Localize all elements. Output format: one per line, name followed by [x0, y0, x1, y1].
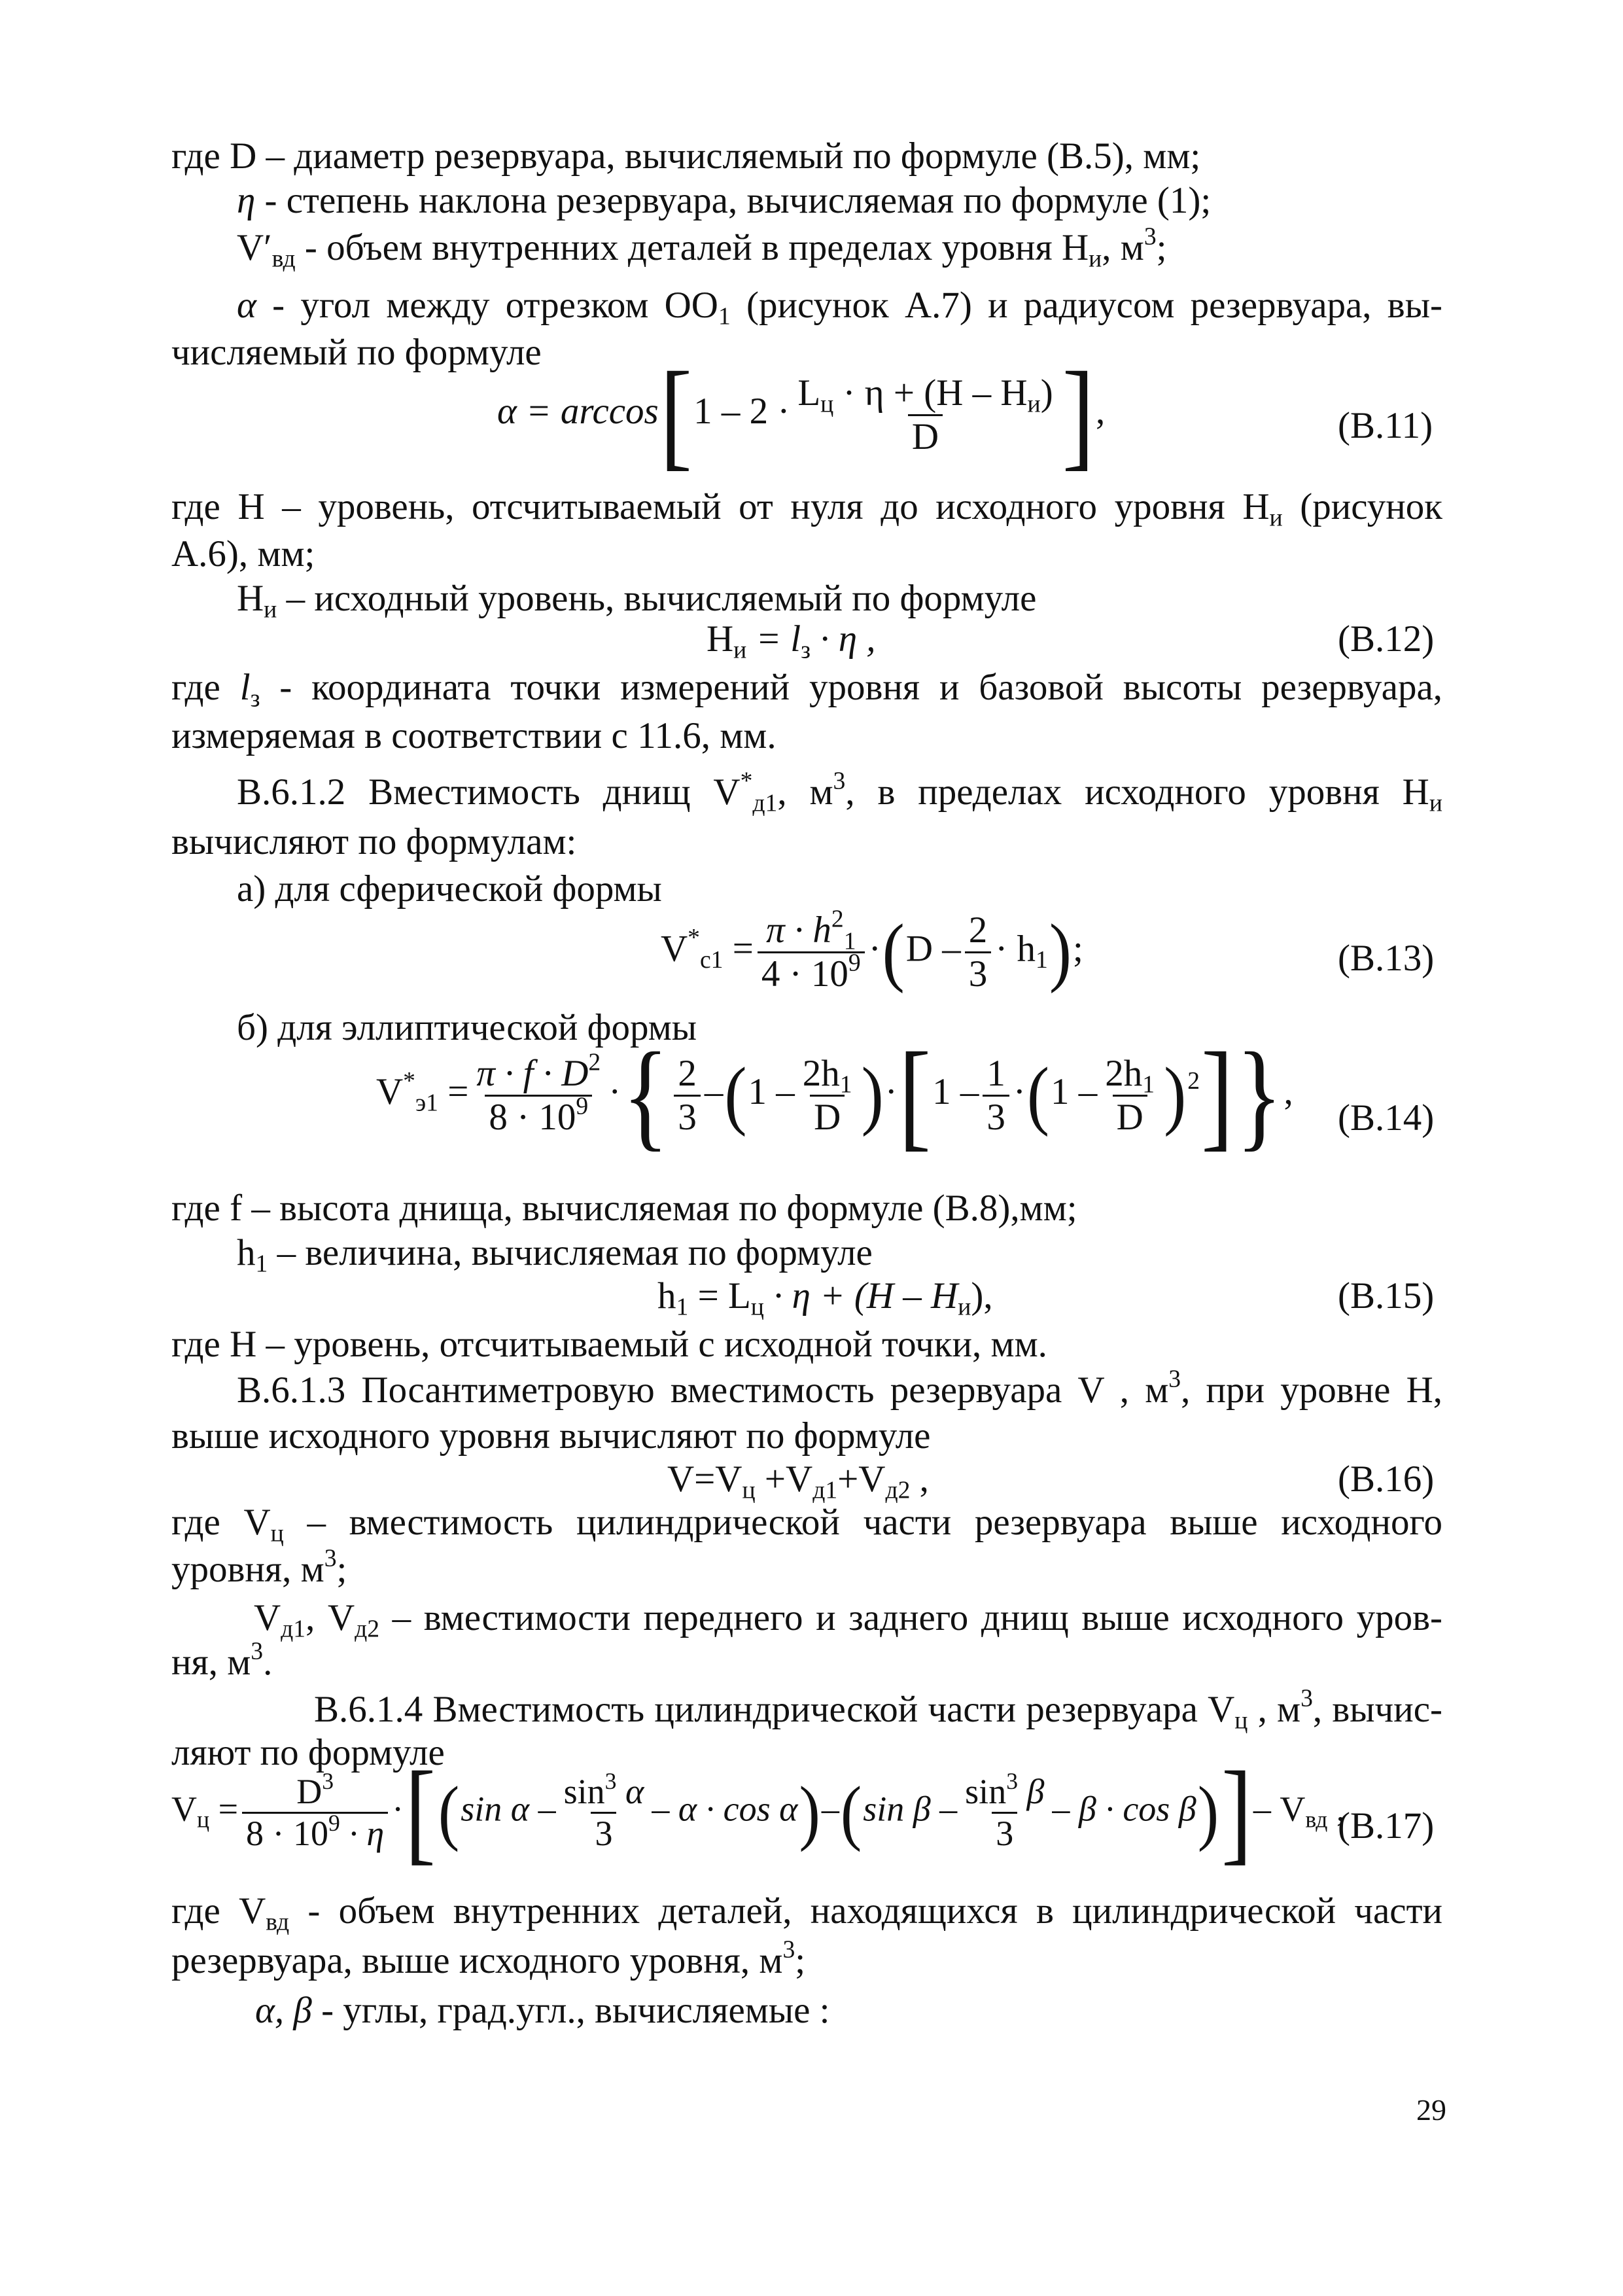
math: β [1018, 1772, 1045, 1812]
math: · η , [810, 618, 876, 660]
math: · [1013, 1071, 1026, 1113]
subscript: д1 [812, 1476, 838, 1504]
subscript: э1 [415, 1089, 438, 1117]
superscript: 3 [1143, 222, 1157, 251]
numerator [799, 1052, 856, 1099]
superscript: 3 [324, 1544, 337, 1572]
subscript: вд [266, 1908, 290, 1936]
text-line [237, 285, 1442, 330]
denominator: 3 [591, 1812, 616, 1853]
text: вычисляют по формулам: [171, 821, 577, 862]
paren: ) [1164, 1052, 1187, 1138]
math: · [608, 1071, 621, 1113]
math: +V [755, 1458, 813, 1500]
text-line [237, 578, 1037, 624]
symbol: V′ [237, 227, 272, 268]
bracket: ] [1221, 1748, 1252, 1876]
brace: { [622, 1028, 669, 1163]
math: D [296, 1772, 323, 1812]
numerator [794, 372, 1056, 418]
subscript: c1 [699, 945, 724, 974]
equation-number: (В.14) [1338, 1097, 1435, 1139]
math: V=V [667, 1458, 742, 1500]
text: . [263, 1642, 273, 1683]
subscript: д1 [752, 789, 778, 817]
math: 1 – [748, 1071, 795, 1113]
alpha-symbol: α [237, 285, 256, 326]
text-line [171, 1734, 445, 1771]
equation-number: (В.16) [1338, 1458, 1435, 1500]
text: уровня, м [171, 1549, 324, 1590]
text-line [171, 667, 1442, 713]
subscript: ц [750, 1293, 764, 1321]
text: h [237, 1232, 256, 1273]
equation-b15 [657, 1275, 993, 1321]
subscript: 1 [839, 1070, 852, 1099]
superscript: * [740, 767, 753, 795]
equation-number: (В.15) [1338, 1275, 1435, 1316]
numerator: 1 [986, 1052, 1005, 1094]
text: где D – диаметр резервуара, вычисляемый по формуле (В.5), мм; [171, 135, 1201, 177]
text-line [237, 182, 1211, 219]
bracket: ] [1062, 347, 1095, 482]
math: sin [965, 1772, 1007, 1812]
brace: } [1236, 1028, 1283, 1163]
text-line [237, 1365, 1442, 1411]
denominator: 3 [983, 1095, 1009, 1139]
text: где V [171, 1890, 266, 1932]
text: – вместимости переднего и заднего днищ выше исходного уров- [379, 1597, 1442, 1638]
math: H [707, 618, 734, 660]
text: (рисунок [1282, 486, 1442, 527]
math: 8 · 10 [246, 1813, 329, 1853]
text: В.6.1.4 Вместимость цилиндрической части резервуара V [314, 1689, 1235, 1730]
text: - объем внутренних деталей в пределах уровня Н [295, 227, 1089, 268]
eta-symbol: η [237, 180, 256, 221]
numerator [292, 1768, 338, 1812]
text: - угол между отрезком ОО [256, 285, 718, 326]
text: , м [777, 771, 833, 813]
equation-b12 [707, 618, 876, 664]
text: - объем внутренних деталей, находящихся в цилиндрической части [289, 1890, 1442, 1932]
math: α [616, 1772, 644, 1812]
subscript: ц [270, 1519, 284, 1547]
subscript: 1 [255, 1250, 268, 1278]
bracket: [ [659, 347, 693, 482]
math: = L [688, 1275, 751, 1316]
math: · η [340, 1813, 385, 1853]
fraction [560, 1768, 648, 1853]
text-line [171, 1190, 1077, 1227]
text: ; [795, 1940, 806, 1981]
denominator: D [1113, 1095, 1147, 1139]
numerator: 2 [968, 910, 988, 951]
text: – величина, вычисляемая по формуле [268, 1232, 873, 1273]
subscript: з [801, 636, 811, 664]
fraction [965, 910, 992, 995]
superscript: 3 [322, 1768, 334, 1795]
bracket: ] [1201, 1028, 1234, 1163]
math: α = arccos [497, 391, 659, 433]
math: ) [1040, 372, 1053, 414]
subscript: и [958, 1293, 971, 1321]
text: – исходный уровень, вычисляемый по формуле [277, 578, 1037, 619]
math: sin α – [461, 1789, 556, 1829]
text: , при уровне Н, [1181, 1369, 1442, 1411]
paren: ( [840, 1771, 862, 1853]
text: - координата точки измерений уровня и базовой высоты резервуара, [260, 667, 1442, 708]
text: , вычис- [1312, 1689, 1442, 1730]
text-line [171, 1637, 273, 1683]
math: , [1283, 1071, 1293, 1113]
subscript: и [733, 636, 747, 664]
math: ), [971, 1275, 993, 1316]
math: = [209, 1789, 239, 1829]
text: где Н – уровень, отсчитываемый от нуля до исходного уровня Н [171, 486, 1270, 527]
subscript: ц [197, 1806, 210, 1833]
denominator: 3 [965, 951, 992, 995]
fraction [758, 905, 865, 995]
math: L [797, 372, 821, 414]
text: ляют по формуле [171, 1732, 445, 1773]
subscript: д1 [281, 1615, 306, 1643]
paren: ) [1197, 1771, 1219, 1853]
superscript: 2 [831, 905, 844, 933]
text-line [255, 1992, 830, 2029]
superscript: 3 [782, 1935, 795, 1964]
math: – [821, 1789, 839, 1829]
math: +V [837, 1458, 886, 1500]
fraction [983, 1053, 1009, 1139]
text: , V [305, 1597, 355, 1638]
denominator [758, 951, 865, 995]
superscript: 2 [1187, 1067, 1200, 1095]
subscript: вд [271, 245, 296, 273]
text: V [254, 1597, 281, 1638]
text-line [171, 823, 576, 860]
text: измеряемая в соответствии с 11.6, мм. [171, 715, 777, 756]
denominator: D [908, 414, 943, 458]
symbol: l [239, 667, 251, 708]
math: 8 · 10 [489, 1096, 576, 1138]
text: , в пределах исходного уровня Н [845, 771, 1429, 813]
text: где V [171, 1502, 271, 1543]
subscript: ц [820, 390, 834, 418]
paren: ( [882, 909, 905, 995]
math: 1 – [932, 1071, 979, 1113]
math: – V [1253, 1789, 1306, 1829]
equation-number: (В.17) [1338, 1805, 1435, 1846]
text-line [171, 535, 315, 573]
superscript: 3 [251, 1637, 264, 1665]
equation-b11 [497, 347, 1106, 482]
text-line [171, 137, 1200, 175]
text-line [254, 1597, 1442, 1643]
text: - углы, град.угл., вычисляемые : [311, 1990, 830, 2031]
subscript: и [264, 595, 277, 624]
equation-number: (В.12) [1338, 618, 1435, 660]
text: где Н – уровень, отсчитываемый с исходной точки, мм. [171, 1324, 1047, 1365]
superscript: 9 [328, 1809, 340, 1836]
subscript: 1 [843, 927, 856, 955]
math: V [661, 928, 688, 970]
denominator [242, 1809, 388, 1853]
text-line [171, 1890, 1442, 1936]
text-line [171, 1326, 1047, 1363]
text: (рисунок А.7) и радиусом резервуара, вы- [730, 285, 1442, 326]
math: – α · cos α [652, 1789, 798, 1829]
denominator: 3 [992, 1812, 1017, 1853]
fraction [472, 1048, 604, 1139]
math: · [884, 1071, 898, 1113]
subscript: 1 [718, 302, 731, 330]
denominator: 3 [674, 1095, 701, 1139]
math: 1 – [1051, 1071, 1098, 1113]
paren: ( [724, 1052, 747, 1138]
subscript: вд [1305, 1806, 1328, 1833]
text: а) для сферической формы [237, 868, 662, 910]
math: sin [563, 1772, 605, 1812]
numerator [961, 1768, 1048, 1812]
math: · η + (H – H [763, 1275, 958, 1316]
math: V [171, 1789, 197, 1829]
text-line [171, 1935, 806, 1981]
subscript: д2 [885, 1476, 911, 1504]
equation-b13 [661, 905, 1083, 995]
alpha-beta-symbol: α, β [255, 1990, 312, 2031]
math: V [376, 1071, 404, 1113]
fraction [674, 1053, 701, 1139]
superscript: 3 [833, 767, 846, 795]
subscript: ц [742, 1476, 756, 1504]
equation-b14 [376, 1028, 1293, 1163]
math: π · f · D [476, 1052, 589, 1094]
math: = [438, 1071, 469, 1113]
denominator [485, 1092, 592, 1139]
paren: ) [861, 1052, 884, 1138]
text-line [237, 222, 1167, 273]
subscript: 1 [1036, 945, 1048, 974]
superscript: * [688, 924, 700, 952]
subscript: д2 [355, 1615, 380, 1643]
superscript: 2 [588, 1048, 601, 1076]
superscript: 9 [848, 949, 861, 977]
math: · [392, 1789, 404, 1829]
text-line [171, 1502, 1442, 1547]
text: где f – высота днища, вычисляемая по формуле (В.8),мм; [171, 1188, 1077, 1229]
text-line [171, 717, 777, 754]
superscript: 3 [1168, 1365, 1181, 1393]
denominator: D [810, 1095, 845, 1139]
numerator [762, 905, 860, 955]
math: 2h [1105, 1052, 1143, 1094]
fraction [1101, 1053, 1159, 1139]
math: = l [746, 618, 801, 660]
text-line [171, 1544, 347, 1590]
equation-b16 [667, 1458, 929, 1504]
numerator [472, 1048, 604, 1095]
text-line [171, 1417, 930, 1455]
superscript: 9 [576, 1092, 589, 1120]
math: – [704, 1071, 724, 1113]
subscript: 1 [1142, 1070, 1155, 1099]
bracket: [ [898, 1028, 932, 1163]
page-number: 29 [1416, 2093, 1446, 2127]
text: - степень наклона резервуара, вычисляемая по формуле (1); [255, 180, 1212, 221]
text: числяемый по формуле [171, 332, 542, 373]
text: ня, м [171, 1642, 251, 1683]
math: · η + (H – H [833, 372, 1028, 414]
paren: ) [1049, 909, 1072, 995]
text: Н [237, 578, 264, 619]
subscript: 1 [676, 1293, 689, 1321]
text: , м [1248, 1689, 1301, 1730]
fraction [242, 1768, 388, 1853]
equation-number: (В.11) [1338, 405, 1433, 446]
math: D – [905, 928, 961, 970]
math: = [723, 928, 754, 970]
subscript: и [1089, 245, 1102, 273]
subscript: и [1429, 789, 1442, 817]
subscript: з [250, 684, 260, 713]
superscript: * [403, 1067, 415, 1095]
math: sin β – [863, 1789, 958, 1829]
bracket: [ [405, 1748, 436, 1876]
text: – вместимость цилиндрической части резервуара выше исходного [283, 1502, 1442, 1543]
paren: ( [438, 1771, 460, 1853]
text: б) для эллиптической формы [237, 1007, 697, 1048]
text-line [171, 486, 1442, 532]
math: , [1327, 1789, 1346, 1829]
fraction [961, 1768, 1048, 1853]
numerator [1101, 1052, 1159, 1099]
text-line [237, 767, 1442, 817]
text: В.6.1.2 Вместимость днищ V [237, 771, 741, 813]
superscript: 3 [1006, 1768, 1019, 1795]
math: π · h [766, 910, 831, 951]
text-line [314, 1684, 1442, 1735]
superscript: 3 [604, 1768, 617, 1795]
subscript: и [1269, 504, 1283, 532]
paren: ( [1026, 1052, 1049, 1138]
math: ; [1072, 928, 1083, 970]
numerator [560, 1768, 648, 1812]
math: 4 · 10 [761, 953, 848, 995]
math: , [1096, 391, 1106, 433]
math: , [910, 1458, 929, 1500]
math: 1 – 2 · [693, 391, 790, 433]
text: где [171, 667, 240, 708]
math: · h [995, 928, 1036, 970]
fraction [799, 1053, 856, 1139]
text: ; [336, 1549, 347, 1590]
text-line [237, 870, 662, 908]
text: ; [1156, 227, 1167, 268]
math: – β · cos β [1052, 1789, 1196, 1829]
text-line [237, 1232, 873, 1278]
subscript: и [1027, 390, 1041, 418]
text-line [171, 334, 542, 371]
math: · [868, 928, 881, 970]
text: , м [1102, 227, 1144, 268]
subscript: ц [1234, 1706, 1248, 1735]
text: В.6.1.3 Посантиметровую вместимость резервуара V , м [237, 1369, 1169, 1411]
numerator: 2 [678, 1052, 697, 1094]
text: выше исходного уровня вычисляют по формуле [171, 1415, 931, 1457]
paren: ) [799, 1771, 820, 1853]
math: h [657, 1275, 676, 1316]
equation-number: (В.13) [1338, 938, 1435, 979]
math: 2h [802, 1052, 840, 1094]
superscript: 3 [1300, 1684, 1313, 1712]
text: А.6), мм; [171, 533, 315, 574]
text: резервуара, выше исходного уровня, м [171, 1940, 783, 1981]
fraction [794, 372, 1056, 458]
